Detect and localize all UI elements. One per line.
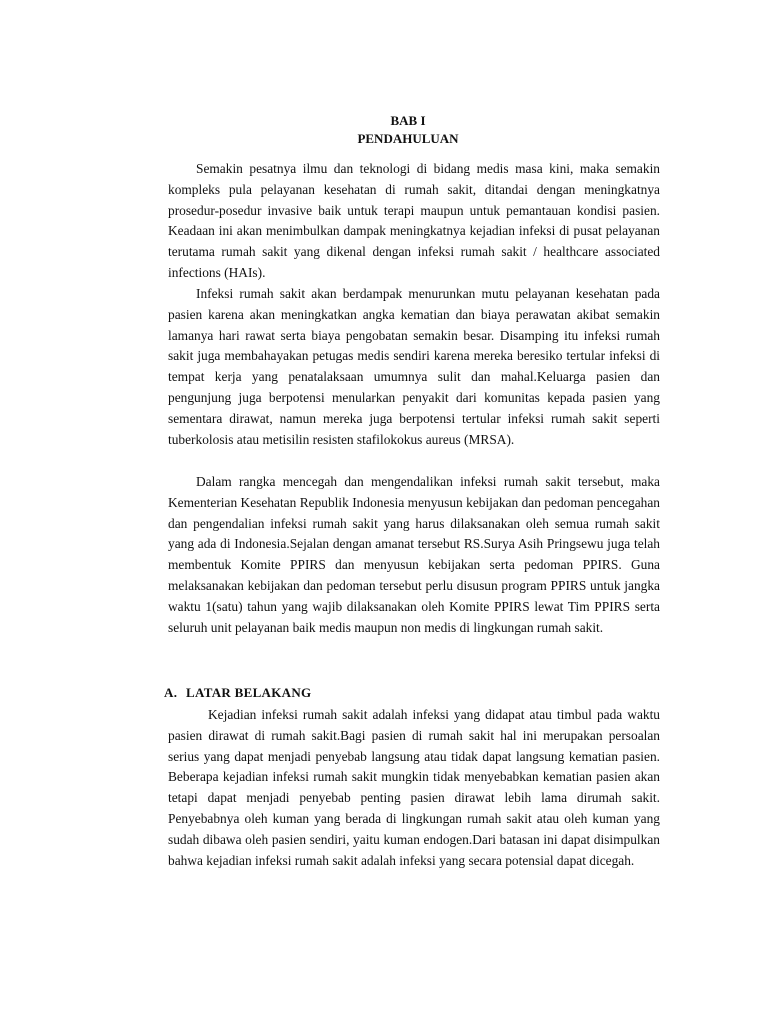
chapter-title: PENDAHULUAN xyxy=(357,131,459,146)
paragraph-background: Kejadian infeksi rumah sakit adalah infeksi yang didapat atau timbul pada waktu pasien dirawat di rumah sakit.Bagi pasien di rumah sakit hal ini merupakan persoalan serius yang dapat menjadi penyebab langsung atau tidak dapat langsung kematian pasien. Beberapa kejadian infeksi rumah sakit mungkin tidak menyebabkan kematian pasien akan tetapi dapat menjadi penyebab penting pasien dirawat lebih lama dirumah sakit. Penyebabnya oleh kuman yang berada di lingkungan rumah sakit atau oleh kuman yang sudah dibawa oleh pasien sendiri, yaitu kuman endogen.Dari batasan ini dapat disimpulkan bahwa kejadian infeksi rumah sakit adalah infeksi yang secara potensial dapat dicegah. xyxy=(168,707,660,868)
section-a-number: A. xyxy=(164,685,178,700)
paragraph-impact: Infeksi rumah sakit akan berdampak menurunkan mutu pelayanan kesehatan pada pasien karena akan meningkatkan angka kematian dan biaya perawatan akibat semakin lamanya hari rawat serta biaya pengobatan semakin besar. Disamping itu infeksi rumah sakit juga membahayakan petugas medis sendiri karena mereka beresiko tertular infeksi di tempat kerja yang penatalaksaan umumnya sulit dan mahal.Keluarga pasien dan pengunjung juga berpotensi menularkan penyakit dari komunitas kepada pasien yang sementara dirawat, namun mereka juga berpotensi tertular infeksi rumah sakit seperti tuberkolosis atau metisilin resisten stafilokokus aureus (MRSA). xyxy=(168,286,660,447)
paragraph-policy: Dalam rangka mencegah dan mengendalikan infeksi rumah sakit tersebut, maka Kementerian Kesehatan Republik Indonesia menyusun kebijakan dan pedoman pencegahan dan pengendalian infeksi rumah sakit yang harus dilaksanakan oleh semua rumah sakit yang ada di Indonesia.Sejalan dengan amanat tersebut RS.Surya Asih Pringsewu juga telah membentuk Komite PPIRS dan menyusun kebijakan serta pedoman PPIRS. Guna melaksanakan kebijakan dan pedoman tersebut perlu disusun program PPIRS untuk jangka waktu 1(satu) tahun yang wajib dilaksanakan oleh Komite PPIRS lewat Tim PPIRS serta seluruh unit pelayanan baik medis maupun non medis di lingkungan rumah sakit. xyxy=(168,474,660,635)
section-a-title: LATAR BELAKANG xyxy=(186,685,312,700)
chapter-label: BAB I xyxy=(390,113,426,128)
section-a-heading xyxy=(164,684,311,702)
paragraph-intro: Semakin pesatnya ilmu dan teknologi di bidang medis masa kini, maka semakin kompleks pula pelayanan kesehatan di rumah sakit, ditandai dengan meningkatnya prosedur-posedur invasive baik untuk terapi maupun untuk pemantauan kondisi pasien. Keadaan ini akan menimbulkan dampak meningkatnya kejadian infeksi di pusat pelayanan terutama rumah sakit yang dikenal dengan infeksi rumah sakit / healthcare associated infections (HAIs). xyxy=(168,161,660,280)
